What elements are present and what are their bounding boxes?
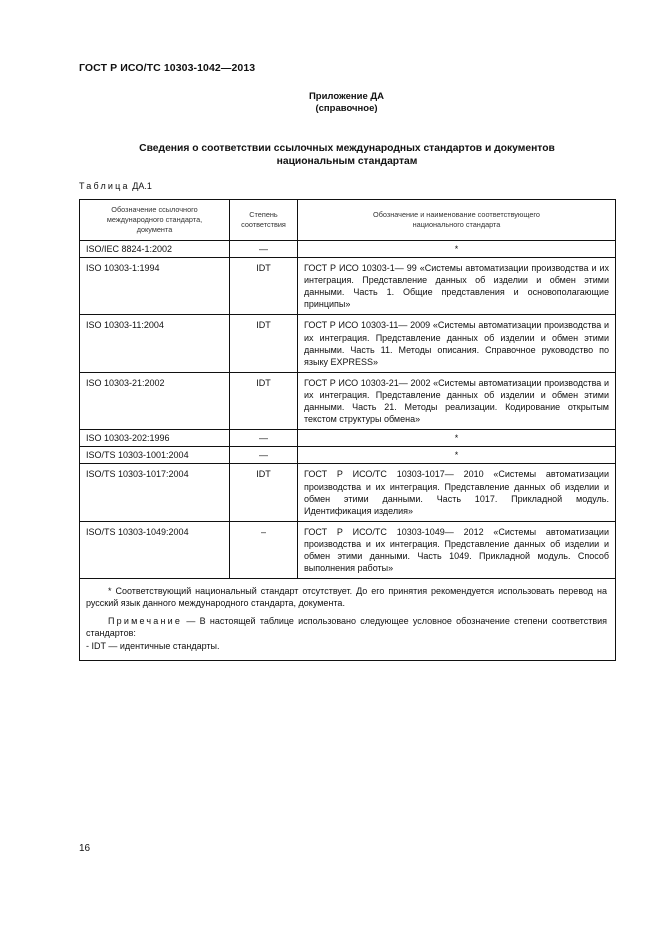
cell-degree: IDT (230, 258, 298, 315)
cell-degree: — (230, 447, 298, 464)
correspondence-table (79, 199, 616, 661)
cell-degree: IDT (230, 315, 298, 372)
page-number: 16 (79, 843, 91, 854)
table-row (80, 241, 616, 258)
column-header-reference: Обозначение ссылочного международного стандарта, документа (80, 200, 230, 241)
appendix-title: Приложение ДА (308, 91, 385, 102)
cell-reference: ISO 10303-1:1994 (80, 258, 230, 315)
section-title-line1: Сведения о соответствии ссылочных международных стандартов и документов (139, 143, 555, 154)
table-row (80, 372, 616, 429)
cell-national: ГОСТ Р ИСО/ТС 10303-1049— 2012 «Системы автоматизации производства и их интеграция. Представление данных об изделии и обмен этими данными. Часть 1049. Прикладной модуль. Способ выполнения работы» (298, 521, 616, 578)
footnote-text: * Соответствующий национальный стандарт отсутствует. До его принятия рекомендуется использовать перевод на русский язык данного международного стандарта, документа. (86, 586, 607, 609)
section-title-line2: национальным стандартам (276, 156, 418, 167)
table-row (80, 258, 616, 315)
table-footnote-row (80, 579, 616, 660)
cell-national: ГОСТ Р ИСО 10303-1— 99 «Системы автоматизации производства и их интеграция. Представление данных об изделии и обмен этими данными. Часть 1. Общие представления и основополагающие принципы» (298, 258, 616, 315)
cell-reference: ISO 10303-11:2004 (80, 315, 230, 372)
cell-degree: — (230, 430, 298, 447)
cell-reference: ISO/TS 10303-1017:2004 (80, 464, 230, 521)
cell-national: ГОСТ Р ИСО 10303-21— 2002 «Системы автоматизации производства и их интеграция. Представление данных об изделии и обмен этими данными. Часть 21. Методы реализации. Кодирование открытым текстом структуры обмена» (298, 372, 616, 429)
cell-degree: IDT (230, 464, 298, 521)
table-label-number: ДА.1 (132, 181, 152, 191)
table-row (80, 447, 616, 464)
table-row (80, 464, 616, 521)
note-text: — В настоящей таблице использовано следующее условное обозначение степени соответствия стандартов: (86, 616, 607, 639)
cell-reference: ISO/IEC 8824-1:2002 (80, 241, 230, 258)
note-item: - IDT — идентичные стандарты. (86, 640, 220, 651)
cell-degree: IDT (230, 372, 298, 429)
note-paragraph (86, 615, 607, 639)
table-row (80, 430, 616, 447)
cell-degree: – (230, 521, 298, 578)
table-row (80, 521, 616, 578)
cell-reference: ISO 10303-21:2002 (80, 372, 230, 429)
cell-reference: ISO 10303-202:1996 (80, 430, 230, 447)
cell-national: * (298, 241, 616, 258)
table-row (80, 315, 616, 372)
section-title (79, 142, 615, 168)
column-header-degree: Степень соответствия (230, 200, 298, 241)
table-footnote (80, 579, 616, 660)
cell-degree: — (230, 241, 298, 258)
table-label (79, 181, 152, 191)
column-header-national: Обозначение и наименование соответствующего национального стандарта (298, 200, 616, 241)
table-header-row (80, 200, 616, 241)
table-label-word: Таблица (79, 181, 130, 191)
cell-national: ГОСТ Р ИСО/ТС 10303-1017— 2010 «Системы автоматизации производства и их интеграция. Представление данных об изделии и обмен этими данными. Часть 1017. Прикладной модуль. Идентификация изделия» (298, 464, 616, 521)
document-header: ГОСТ Р ИСО/ТС 10303-1042—2013 (79, 62, 256, 74)
cell-national: ГОСТ Р ИСО 10303-11— 2009 «Системы автоматизации производства и их интеграция. Представление данных об изделии и обмен этими данными. Часть 11. Методы описания. Справочное руководство по языку EXPRESS» (298, 315, 616, 372)
appendix-heading (0, 91, 661, 115)
cell-national: * (298, 430, 616, 447)
cell-reference: ISO/TS 10303-1001:2004 (80, 447, 230, 464)
appendix-subtitle: (справочное) (315, 103, 378, 114)
cell-national: * (298, 447, 616, 464)
cell-reference: ISO/TS 10303-1049:2004 (80, 521, 230, 578)
note-word: Примечание (108, 616, 183, 627)
